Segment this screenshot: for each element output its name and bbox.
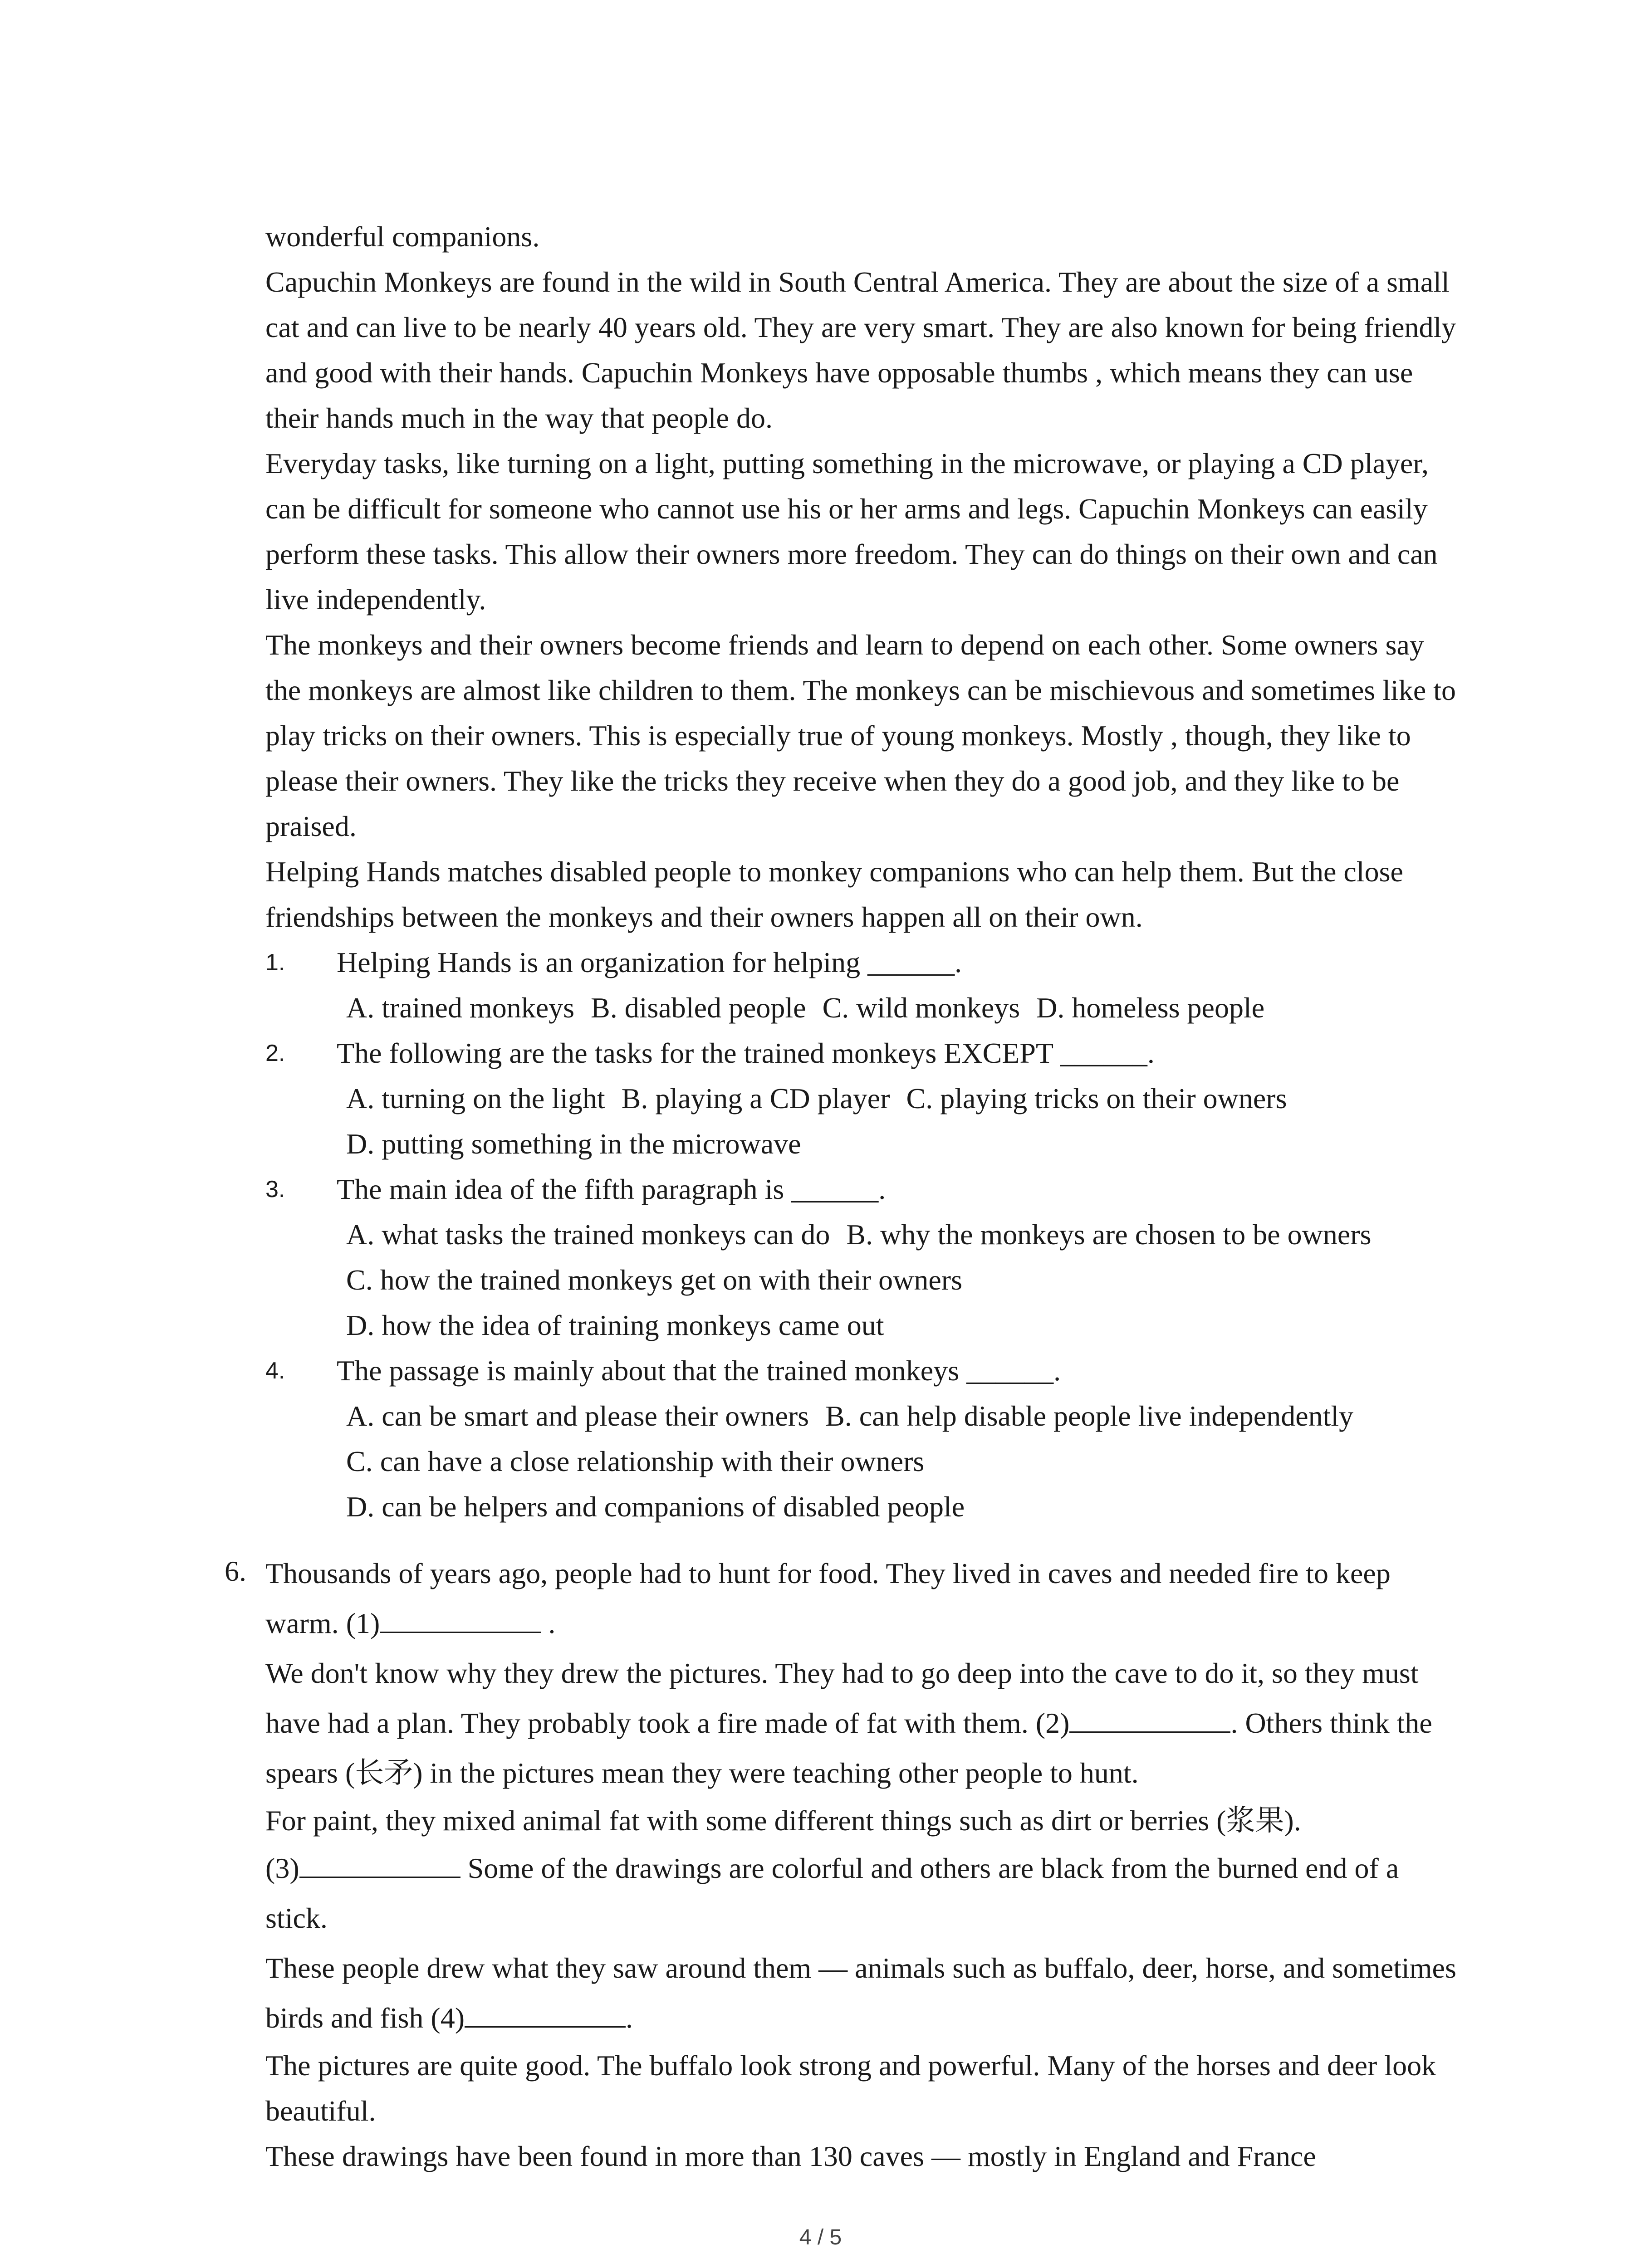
question-options	[265, 1076, 1463, 1121]
answer-blank-1[interactable]	[380, 1606, 541, 1633]
page-content	[225, 214, 1463, 2179]
section-6-paragraph-1: Thousands of years ago, people had to hunt for food. They lived in caves and needed fire to keep warm. (1) .	[265, 1557, 1391, 1639]
question-4	[265, 1348, 1463, 1530]
option-c[interactable]: C. wild monkeys	[822, 992, 1020, 1024]
option-c[interactable]: C. can have a close relationship with their owners	[346, 1445, 925, 1477]
option-c[interactable]: C. playing tricks on their owners	[906, 1082, 1287, 1114]
question-options	[265, 1393, 1463, 1439]
question-number: 4.	[265, 1358, 285, 1384]
answer-blank-2[interactable]	[1069, 1706, 1230, 1733]
answer-blank-4[interactable]	[465, 2001, 626, 2028]
section-6-paragraph-2: We don't know why they drew the pictures. They had to go deep into the cave to do it, so they must have had a plan. They probably took a fire made of fat with them. (2) . Others think the spears (长矛) in the pictures mean they were teaching other people to hunt.	[265, 1657, 1432, 1789]
option-a[interactable]: A. trained monkeys	[346, 992, 574, 1024]
question-stem: The following are the tasks for the trained monkeys EXCEPT ______.	[337, 1037, 1155, 1069]
question-stem: The main idea of the fifth paragraph is ______.	[337, 1173, 886, 1205]
section-6	[225, 1549, 1463, 2179]
question-stem: The passage is mainly about that the trained monkeys ______.	[337, 1354, 1061, 1387]
passage-paragraph-1: Capuchin Monkeys are found in the wild in South Central America. They are about the size of a small cat and can live to be nearly 40 years old. They are very smart. They are also known for being friendly and good with their hands. Capuchin Monkeys have opposable thumbs , which means they can use their hands much in the way that people do.	[265, 266, 1456, 434]
question-2	[265, 1031, 1463, 1167]
section-6-paragraph-6: The pictures are quite good. The buffalo look strong and powerful. Many of the horses and deer look beautiful.	[265, 2049, 1436, 2127]
option-a[interactable]: A. turning on the light	[346, 1082, 605, 1114]
option-d[interactable]: D. how the idea of training monkeys came out	[346, 1309, 884, 1341]
section-6-paragraph-4: (3) Some of the drawings are colorful and others are black from the burned end of a stick.	[265, 1852, 1399, 1934]
option-b[interactable]: B. disabled people	[591, 992, 806, 1024]
passage-paragraph-2: Everyday tasks, like turning on a light, putting something in the microwave, or playing a CD player, can be difficult for someone who cannot use his or her arms and legs. Capuchin Monkeys can easily perform these tasks. This allow their owners more freedom. They can do things on their own and can live independently.	[265, 447, 1438, 616]
section-number: 6.	[225, 1555, 246, 1587]
option-d[interactable]: D. homeless people	[1036, 992, 1265, 1024]
question-number: 3.	[265, 1176, 285, 1202]
question-options	[265, 985, 1463, 1031]
option-c[interactable]: C. how the trained monkeys get on with their owners	[346, 1264, 962, 1296]
passage-paragraph-4: Helping Hands matches disabled people to monkey companions who can help them. But the close friendships between the monkeys and their owners happen all on their own.	[265, 855, 1403, 933]
question-1	[265, 940, 1463, 1031]
question-3	[265, 1167, 1463, 1348]
option-b[interactable]: B. can help disable people live independently	[825, 1400, 1354, 1432]
answer-blank-3[interactable]	[299, 1851, 460, 1878]
question-options	[265, 1212, 1463, 1257]
question-stem: Helping Hands is an organization for helping ______.	[337, 946, 962, 978]
option-a[interactable]: A. can be smart and please their owners	[346, 1400, 809, 1432]
passage-paragraph-0: wonderful companions.	[265, 220, 540, 253]
option-d[interactable]: D. can be helpers and companions of disabled people	[346, 1491, 965, 1523]
page-number: 4 / 5	[799, 2225, 842, 2249]
section-6-paragraph-5: These people drew what they saw around them — animals such as buffalo, deer, horse, and sometimes birds and fish (4) .	[265, 1952, 1456, 2034]
option-b[interactable]: B. playing a CD player	[621, 1082, 890, 1114]
question-number: 1.	[265, 949, 285, 976]
option-b[interactable]: B. why the monkeys are chosen to be owners	[846, 1218, 1372, 1251]
option-d[interactable]: D. putting something in the microwave	[346, 1128, 801, 1160]
question-number: 2.	[265, 1040, 285, 1066]
section-6-paragraph-3: For paint, they mixed animal fat with some different things such as dirt or berries (浆果).	[265, 1804, 1301, 1837]
passage-paragraph-3: The monkeys and their owners become friends and learn to depend on each other. Some owners say the monkeys are almost like children to them. The monkeys can be mischievous and sometimes like to play tricks on their owners. This is especially true of young monkeys. Mostly , though, they like to please their owners. They like the tricks they receive when they do a good job, and they like to be praised.	[265, 629, 1456, 842]
section-6-paragraph-7: These drawings have been found in more than 130 caves — mostly in England and France	[265, 2140, 1316, 2172]
option-a[interactable]: A. what tasks the trained monkeys can do	[346, 1218, 830, 1251]
